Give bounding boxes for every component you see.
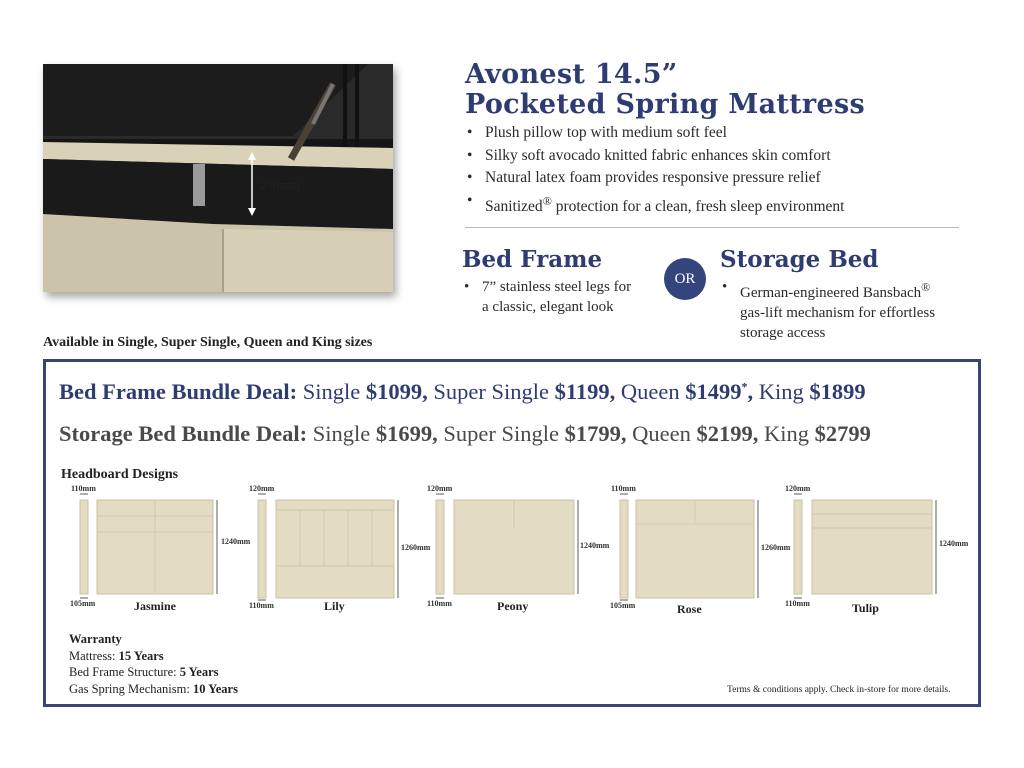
price: $1199, bbox=[554, 379, 616, 404]
deal-label: Storage Bed Bundle Deal: bbox=[59, 421, 308, 446]
size-label: Single bbox=[302, 379, 361, 404]
top-dim: 110mm bbox=[71, 484, 96, 493]
size-label: Super Single bbox=[433, 379, 549, 404]
warranty-section bbox=[69, 631, 238, 697]
rose-drawing bbox=[610, 488, 800, 616]
headboard-name: Tulip bbox=[852, 601, 879, 615]
product-title: Avonest 14.5” bbox=[465, 59, 678, 90]
height-dim: 1260mm bbox=[401, 543, 431, 552]
price: $1799, bbox=[564, 421, 627, 446]
top-dim: 120mm bbox=[427, 484, 453, 493]
headboard-designs-title: Headboard Designs bbox=[61, 467, 179, 482]
tulip-drawing bbox=[784, 488, 974, 616]
deal-label: Bed Frame Bundle Deal: bbox=[59, 379, 298, 404]
size-label: Queen bbox=[632, 421, 691, 446]
headboard-name: Jasmine bbox=[134, 599, 176, 613]
feature-item: • Natural latex foam provides responsive pressure relief bbox=[465, 167, 844, 190]
warranty-title: Warranty bbox=[69, 632, 122, 646]
price: $1899 bbox=[809, 379, 866, 404]
feature-item bbox=[465, 190, 844, 219]
price: $1499*, bbox=[685, 379, 754, 404]
bed-frame-features bbox=[462, 277, 662, 317]
feature-text: protection for a clean, fresh sleep environment bbox=[555, 197, 845, 215]
registered-mark: ® bbox=[542, 193, 552, 208]
warranty-frame: Bed Frame Structure: 5 Years bbox=[69, 665, 219, 679]
terms-note: Terms & conditions apply. Check in-store for more details. bbox=[727, 685, 951, 695]
bottom-dim: 110mm bbox=[249, 601, 274, 610]
warranty-value: 5 Years bbox=[179, 665, 219, 679]
price: $2199, bbox=[696, 421, 759, 446]
sanitized-word: Sanitized bbox=[485, 197, 543, 215]
storage-bed-deal bbox=[59, 421, 871, 447]
headboard-jasmine bbox=[70, 484, 260, 616]
storage-bed-title: Storage Bed bbox=[720, 246, 879, 273]
jasmine-drawing bbox=[70, 488, 260, 616]
height-dim: 1240mm bbox=[939, 539, 969, 548]
divider bbox=[465, 227, 959, 228]
warranty-mattress: Mattress: 15 Years bbox=[69, 648, 164, 663]
bed-frame-line2: a classic, elegant look bbox=[482, 299, 614, 315]
bed-frame-title: Bed Frame bbox=[462, 246, 603, 273]
headboard-name: Rose bbox=[677, 602, 702, 616]
headboard-peony bbox=[426, 484, 616, 616]
price: $1099, bbox=[365, 379, 428, 404]
bottom-dim: 105mm bbox=[610, 601, 636, 610]
storage-bed-features bbox=[720, 277, 980, 343]
bottom-dim: 105mm bbox=[70, 599, 96, 608]
feature-item bbox=[462, 277, 662, 317]
product-subtitle: Pocketed Spring Mattress bbox=[465, 89, 865, 120]
availability-note: Available in Single, Super Single, Queen and King sizes bbox=[43, 335, 373, 350]
top-dim: 120mm bbox=[249, 484, 275, 493]
height-measure-label: 290mm bbox=[260, 177, 300, 192]
bottom-dim: 110mm bbox=[785, 599, 810, 608]
price: $1699, bbox=[375, 421, 438, 446]
or-badge: OR bbox=[664, 258, 706, 300]
warranty-value: 10 Years bbox=[192, 681, 238, 696]
size-label: King bbox=[764, 421, 810, 446]
peony-drawing bbox=[426, 488, 616, 616]
lily-drawing bbox=[248, 488, 438, 616]
top-dim: 110mm bbox=[611, 484, 636, 493]
size-label: Single bbox=[312, 421, 371, 446]
storage-line3: storage access bbox=[740, 325, 826, 341]
price: $2799 bbox=[814, 421, 871, 446]
mattress-features bbox=[465, 122, 844, 218]
registered-mark: ® bbox=[921, 280, 931, 294]
height-dim: 1260mm bbox=[761, 543, 791, 552]
headboard-name: Peony bbox=[497, 599, 529, 613]
height-dim: 1240mm bbox=[580, 541, 610, 550]
bottom-dim: 110mm bbox=[427, 599, 452, 608]
bed-frame-line1: 7” stainless steel legs for bbox=[482, 279, 632, 295]
size-label: Queen bbox=[620, 379, 680, 404]
feature-item bbox=[720, 277, 980, 343]
headboard-lily bbox=[248, 484, 438, 616]
asterisk-mark: * bbox=[741, 379, 748, 394]
top-dim: 120mm bbox=[785, 484, 811, 493]
bed-frame-deal bbox=[59, 379, 866, 405]
height-dim: 1240mm bbox=[221, 537, 251, 546]
feature-item: • Silky soft avocado knitted fabric enhances skin comfort bbox=[465, 145, 844, 168]
size-label: Super Single bbox=[443, 421, 560, 446]
headboard-tulip bbox=[784, 484, 974, 616]
storage-line2: gas-lift mechanism for effortless bbox=[740, 305, 936, 321]
storage-line1: German-engineered Bansbach bbox=[740, 285, 922, 301]
warranty-gas: Gas Spring Mechanism: 10 Years bbox=[69, 681, 238, 696]
storage-bed-photo bbox=[43, 64, 393, 292]
feature-item: • Plush pillow top with medium soft feel bbox=[465, 122, 844, 145]
size-label: King bbox=[758, 379, 804, 404]
warranty-value: 15 Years bbox=[118, 648, 164, 663]
headboard-name: Lily bbox=[324, 599, 345, 613]
